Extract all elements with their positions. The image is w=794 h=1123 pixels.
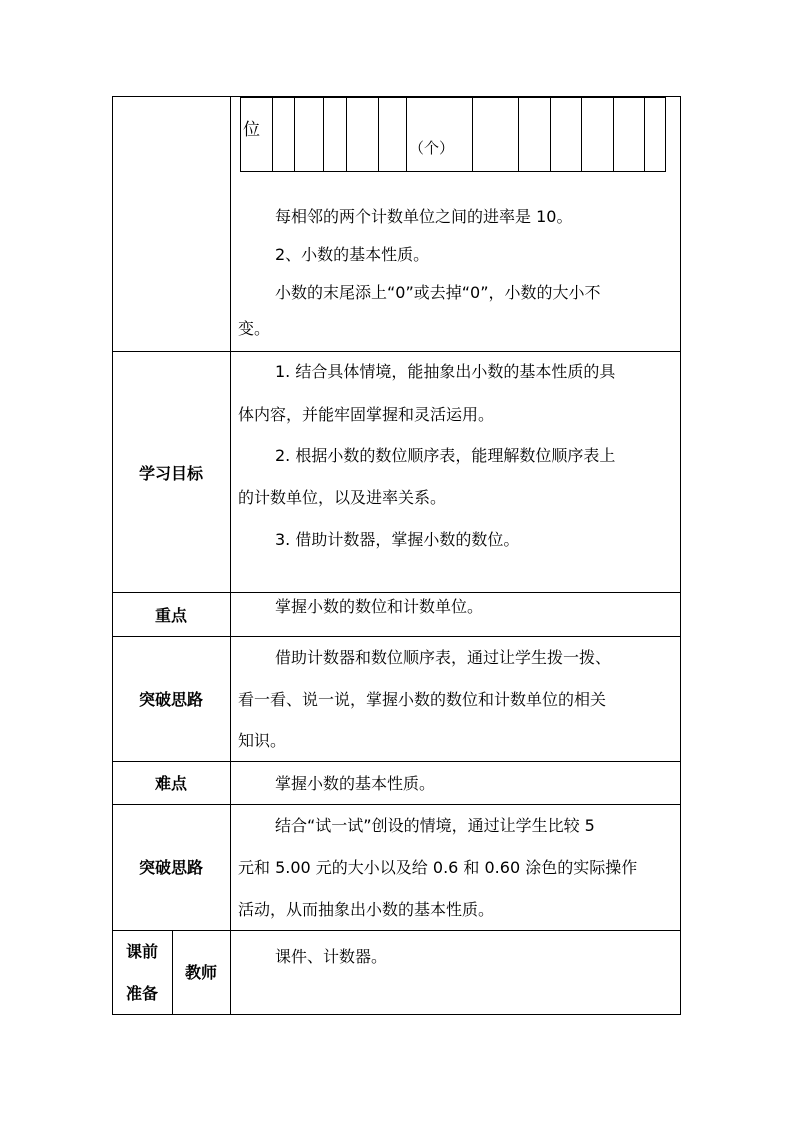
row-label-objectives: 学习目标	[138, 464, 203, 483]
place-value-table-line	[294, 97, 295, 172]
text-line: 每相邻的两个计数单位之间的进率是 10。	[275, 207, 573, 226]
table-border-right	[680, 96, 681, 1015]
row-label-difficulty: 难点	[154, 774, 187, 793]
row-label-preparation: 准备	[125, 984, 158, 1003]
place-value-cell-wei: 位	[243, 120, 260, 140]
breakthrough-line: 知识。	[238, 731, 287, 750]
table-row-divider	[112, 930, 681, 931]
objective-line: 的计数单位，以及进率关系。	[238, 488, 447, 507]
place-value-table-top	[240, 97, 666, 98]
place-value-table-line	[378, 97, 379, 172]
row-label-key-point: 重点	[154, 606, 187, 625]
place-value-table-line	[323, 97, 324, 172]
table-row-divider	[112, 636, 681, 637]
key-point-text: 掌握小数的数位和计数单位。	[275, 597, 484, 616]
table-row-divider	[112, 351, 681, 352]
row-label-breakthrough: 突破思路	[138, 858, 203, 877]
breakthrough-line: 借助计数器和数位顺序表，通过让学生拨一拨、	[275, 648, 612, 667]
row-sublabel-teacher: 教师	[184, 963, 217, 982]
place-value-table-line	[240, 97, 241, 172]
objective-line: 2. 根据小数的数位顺序表，能理解数位顺序表上	[275, 446, 616, 465]
place-value-table-line	[518, 97, 519, 172]
place-value-table-bottom	[240, 171, 666, 172]
place-value-table-line	[665, 97, 666, 172]
place-value-cell-ge: （个）	[409, 139, 455, 157]
table-border-bottom	[112, 1014, 681, 1015]
place-value-table-line	[346, 97, 347, 172]
place-value-table-line	[644, 97, 645, 172]
place-value-table-line	[613, 97, 614, 172]
objective-line: 体内容，并能牢固掌握和灵活运用。	[238, 405, 495, 424]
difficulty-text: 掌握小数的基本性质。	[275, 774, 436, 793]
text-line: 变。	[238, 319, 271, 338]
table-column-divider	[230, 96, 231, 1015]
breakthrough-line: 活动，从而抽象出小数的基本性质。	[238, 900, 495, 919]
place-value-table-line	[581, 97, 582, 172]
row-label-preparation: 课前	[125, 942, 158, 961]
breakthrough-line: 看一看、说一说，掌握小数的数位和计数单位的相关	[238, 690, 607, 709]
breakthrough-line: 元和 5.00 元的大小以及给 0.6 和 0.60 涂色的实际操作	[238, 858, 638, 877]
objective-line: 1. 结合具体情境，能抽象出小数的基本性质的具	[275, 362, 616, 381]
text-line: 2、小数的基本性质。	[275, 245, 430, 264]
table-row-divider	[112, 761, 681, 762]
text-line: 小数的末尾添上“0”或去掉“0”，小数的大小不	[275, 283, 601, 302]
place-value-table-line	[472, 97, 473, 172]
preparation-text: 课件、计数器。	[275, 947, 388, 966]
breakthrough-line: 结合“试一试”创设的情境，通过让学生比较 5	[275, 816, 595, 835]
table-row-divider	[112, 804, 681, 805]
place-value-table-line	[406, 97, 407, 172]
row-label-breakthrough: 突破思路	[138, 690, 203, 709]
place-value-table-line	[272, 97, 273, 172]
place-value-table-line	[550, 97, 551, 172]
objective-line: 3. 借助计数器，掌握小数的数位。	[275, 530, 520, 549]
table-row-divider	[112, 592, 681, 593]
